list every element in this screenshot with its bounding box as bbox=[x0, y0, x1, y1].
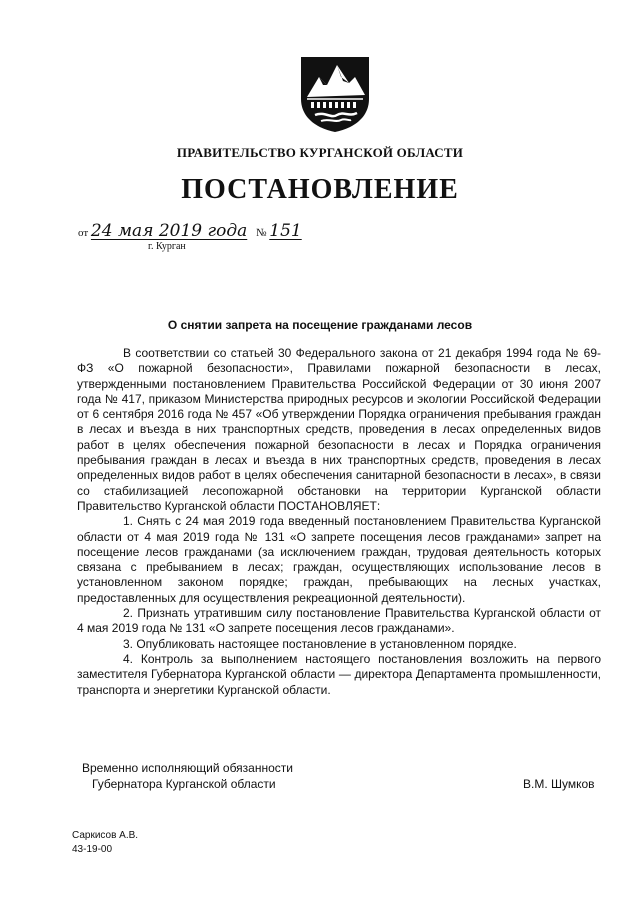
signer-name: В.М. Шумков bbox=[523, 777, 595, 791]
item-4-paragraph: 4. Контроль за выполнением настоящего постановления возложить на первого заместителя Губернатора Курганской области — директора Департамента промышленности, транспорта и энергетики Курганской области. bbox=[77, 651, 601, 697]
handwritten-number: 151 bbox=[269, 221, 302, 241]
organization-title: ПРАВИТЕЛЬСТВО КУРГАНСКОЙ ОБЛАСТИ bbox=[176, 145, 464, 160]
executor-block bbox=[72, 829, 138, 856]
item-3-paragraph: 3. Опубликовать настоящее постановление в установленном порядке. bbox=[123, 636, 517, 651]
signer-position-line1: Временно исполняющий обязанности bbox=[82, 761, 293, 775]
document-type-title: ПОСТАНОВЛЕНИЕ bbox=[181, 174, 459, 205]
executor-name: Саркисов А.В. bbox=[72, 830, 139, 841]
signature-block bbox=[82, 761, 293, 792]
coat-of-arms-icon bbox=[297, 55, 373, 133]
item-1-paragraph: 1. Снять с 24 мая 2019 года введенный постановлением Правительства Курганской области от 4 мая 2019 года № 131 «О запрете посещения лесов гражданами» запрет на посещение лесов гражданами (за исключением граждан, трудовая деятельность которых связана с пребыванием в лесах; граждан, осуществляющих использование лесов в установленном законом порядке; граждан, пребывающих на лесных участках, предоставленных для осуществления рекреационной деятельности). bbox=[77, 514, 601, 605]
date-from-label: от bbox=[78, 227, 89, 239]
preamble-paragraph: В соответствии со статьей 30 Федерального закона от 21 декабря 1994 года № 69-ФЗ «О пожарной безопасности», Правилами пожарной безопасности в лесах, утвержденными постановлением Правительства Российской Федерации от 30 июня 2007 года № 417, приказом Министерства природных ресурсов и экологии Российской Федерации от 6 сентября 2016 года № 457 «Об утверждении Порядка ограничения пребывания граждан в лесах и въезда в них транспортных средств, проведения в лесах определенных видов работ в целях обеспечения пожарной безопасности в лесах и Порядка ограничения пребывания граждан в лесах и въезда в них транспортных средств, проведения в лесах определенных видов работ в целях обеспечения санитарной безопасности в лесах», в связи со стабилизацией лесопожарной обстановки на территории Курганской области Правительство Курганской области ПОСТАНОВЛЯЕТ: bbox=[77, 346, 601, 513]
document-subject: О снятии запрета на посещение гражданами лесов bbox=[167, 318, 473, 332]
item-2-paragraph: 2. Признать утратившим силу постановление Правительства Курганской области от 4 мая 2019 года № 131 «О запрете посещения лесов гражданами». bbox=[77, 606, 601, 636]
signer-position-line2: Губернатора Курганской области bbox=[92, 776, 276, 791]
handwritten-date: 24 мая 2019 года bbox=[90, 221, 248, 241]
document-body bbox=[77, 346, 601, 698]
executor-phone: 43-19-00 bbox=[72, 843, 113, 855]
dateline bbox=[78, 221, 302, 241]
number-label: № bbox=[256, 227, 267, 239]
city-label: г. Курган bbox=[148, 241, 186, 252]
